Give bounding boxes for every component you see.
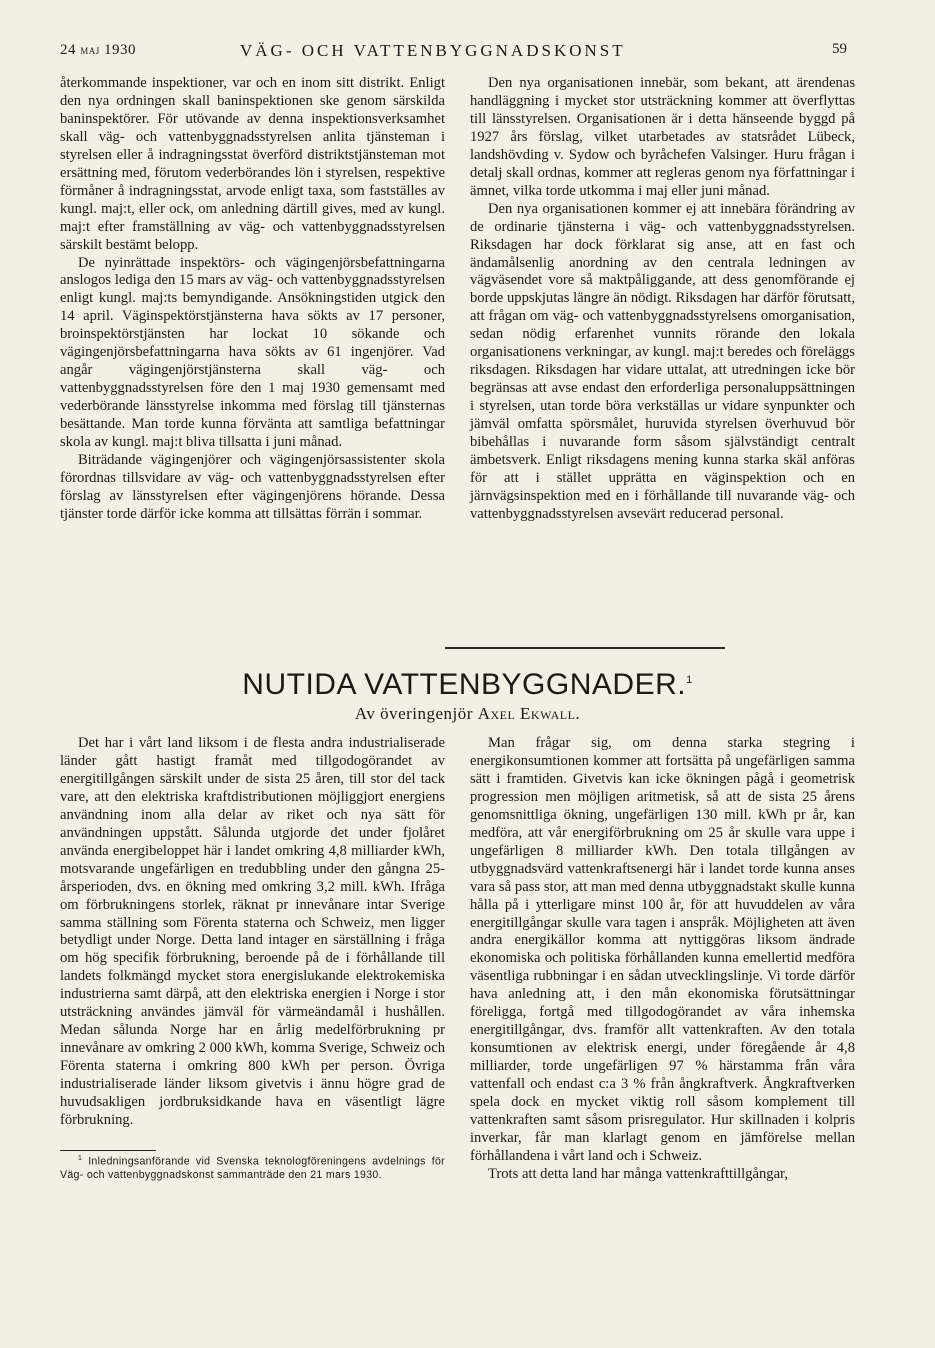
paragraph: Den nya organisationen kommer ej att innebära förändring av de ordinarie tjänsterna i väg- och vattenbyggnadsstyrelsen. Riksdagen har dock förklarat sig anse, att en fast och ändamålsenlig anordning av den centrala ledningen av vägväsendet vore så maktpåliggande, att dess genomförande ej borde uppskjutas längre än nödigt. Riksdagen har därför förutsatt, att frågan om väg- och vattenbyggnadsstyrelsens omorganisation, sedan nödig erfarenhet vunnits rörande den lokala organisationens verkningar, av kungl. maj:t beredes och föreläggs riksdagen. Riksdagen har vidare uttalat, att utredningen icke bör begränsas att avse endast den erforderliga personaluppsättningen i styrelsen, utan torde böra verkställas ur vidare synpunkter och jämväl omfatta spörsmålet, huruvida styrelsen överhuvud bör bibehållas i nuvarande form såsom självständigt centralt ämbetsverk. Enligt riksdagens mening kunna starka skäl anföras för att i stället upprätta en väginspektion och en järnvägsinspektion med en i förhållande till nuvarande väg- och vattenbyggnadsstyrelsen avsevärt reducerad personal.: [470, 200, 855, 522]
page-date: [60, 42, 136, 59]
article-title-text: NUTIDA VATTENBYGGNADER.: [242, 668, 687, 701]
footnote: [60, 1152, 445, 1182]
top-left-column: [60, 75, 445, 524]
paragraph: Biträdande vägingenjörer och vägingenjörsassistenter skola förordnas tillsvidare av väg- och vattenbyggnadsstyrelsen efter förslag av länsstyrelsen efter vägingenjörens hörande. Dessa tjänster torde därför icke komma att tillsättas förrän i sommar.: [60, 452, 445, 522]
journal-title: VÄG- OCH VATTENBYGGNADSKONST: [240, 41, 626, 60]
title-footnote-mark: 1: [686, 674, 693, 686]
date-day: 24: [60, 42, 76, 58]
paragraph: återkommande inspektioner, var och en inom sitt distrikt. Enligt den nya ordningen skall baninspektionen ske genom särskilda baninspektörer. För utövande av denna inspektionsverksamhet skall väg- och vattenbyggnadsstyrelsen anlita tjänsteman i styrelsen eller å indragningsstat överförd distriktstjänsteman mot ersättning med, förutom vederbörandes lön i styrelsen, respektive förmåner å indragningsstat, arvode enligt taxa, som fastställes av kungl. maj:t, eller ock, om anledning därtill gives, med av kungl. maj:t efter framställning av väg- och vattenbyggnadsstyrelsen särskilt bestämt belopp.: [60, 75, 445, 253]
paragraph: Den nya organisationen innebär, som bekant, att ärendenas handläggning i mycket stor utsträckning kommer att överflyttas till länsstyrelsen. Organisationen är i detta hänseende byggd på 1927 års förslag, vilket utarbetades av statsrådet Lübeck, landshövding v. Sydow och byråchefen Valsinger. Huru frågan i detalj skall ordnas, kommer att regleras genom nya författningar i ämnet, vilka torde utkomma i maj eller juni månad.: [470, 75, 855, 199]
footnote-mark: 1: [78, 1155, 83, 1162]
article-right-column: [470, 735, 855, 1184]
byline-prefix: Av överingenjör: [354, 704, 473, 723]
article-byline: [0, 704, 935, 724]
date-month: maj: [80, 42, 100, 57]
section-divider: [445, 647, 725, 649]
paragraph: Det har i vårt land liksom i de flesta andra industrialiserade länder gått hastigt framåt med tillgodogörandet av energitillgången särskilt under de sista 25 åren, till stor del tack vare, att den elektriska kraftdistributionen möjliggjort energiens användning inom alla delar av riket och nya sätt för användningen uppstått. Sålunda utgjorde det under fjolåret använda energibeloppet här i landet omkring 4,8 milliarder kWh, motsvarande ungefärligen en tredubbling under den gångna 25-årsperioden, dvs. en ökning med omkring 3,2 mill. kWh. Ifråga om förbrukningens storlek, räknat pr innevånare intar Sverige samma ställning som Förenta staterna och Schweiz, men ligger betydligt under Norge. Detta land intager en särställning i fråga om hög specifik förbrukning, beroende på de i förhållande till landets folkmängd mycket stora energislukande elektrokemiska industrierna samt därpå, att den elektriska energien i Norge i stor utsträckning användes jämväl för värmeändamål i hushållen. Medan sålunda Norge har en årlig medelförbrukning pr innevånare av omkring 2 000 kWh, komma Sverige, Schweiz och Förenta staterna i omkring 800 kWh per person. Övriga industrialiserade länder liksom givetvis i ännu högre grad de huvudsakligen jordbruksidkande hava en väsentligt lägre förbrukning.: [60, 735, 445, 1129]
date-year: 1930: [104, 42, 137, 58]
paragraph: Man frågar sig, om denna starka stegring i energikonsumtionen kommer att fortsätta på ungefärligen samma sätt i framtiden. Givetvis kan icke ökningen pågå i geometrisk progression men möjligen aritmetisk, så att de sista 25 årens genomsnittliga ökning, ungefärligen 130 mill. kWh pr år, kan medföra, att vår energiförbrukning om 25 år skulle vara uppe i ungefärligen 8 milliarder kWh. Den totala tillgången av utbyggnadsvärd vattenkraftsenergi här i landet torde kunna anses vara så pass stor, att man med denna utbyggnadstakt skulle kunna hålla på i ytterligare minst 100 år, för att huvuddelen av våra energitillgångar skulle vara tagen i anspråk. Möjligheten att även andra energikällor komma att nyttiggöras liksom ändrade ekonomiska och politiska förhållanden kunna emellertid medföra väsentliga rubbningar i en sådan utvecklingslinje. Vi torde därför hava anledning att, i den mån ekonomiska förutsättningar föreligga, fortgå med tillgodogörandet av våra inhemska energitillgångar, dvs. framför allt vattenkraften. Av den totala konsumtionen av elektrisk energi, under föregående år 4,8 milliarder, torde ungefärligen 97 % härstamma från våra vattenfall och endast c:a 3 % från ångkraftverk. Ångkraftverken spela dock en mycket viktig roll såsom komplement till vattenkraften samt såsom prisregulator. Hur skillnaden i kolpris inverkar, får man klarlagt genom en jämförelse mellan förhållandena i vårt land och i Schweiz.: [470, 735, 855, 1164]
footnote-divider: [60, 1150, 156, 1151]
paragraph: De nyinrättade inspektörs- och vägingenjörsbefattningarna anslogos lediga den 15 mars av väg- och vattenbyggnadsstyrelsen enligt kungl. maj:ts bemyndigande. Ansökningstiden utgick den 14 april. Väginspektörstjänsterna hava sökts av 17 personer, broinspektörstjänsten har lockat 10 sökande och vägingenjörsbefattningarna hava sökts av 61 ingenjörer. Vad angår vägingenjörstjänsterna skall väg- och vattenbyggnadsstyrelsen före den 1 maj 1930 gemensamt med vederbörande länsstyrelse inkomma med förslag till tjänsternas besättande. Man torde kunna förvänta att samtliga befattningar skola av kungl. maj:t bliva tillsatta i juni månad.: [60, 254, 445, 451]
byline-author: Axel Ekwall.: [477, 704, 581, 723]
footnote-text: Inledningsanförande vid Svenska teknologföreningens avdelnings för Väg- och vattenbyggnadskonst sammanträde den 21 mars 1930.: [60, 1155, 445, 1181]
paragraph: Trots att detta land har många vattenkrafttillgångar,: [488, 1165, 788, 1182]
top-right-column: [470, 75, 855, 524]
article-left-column: [60, 735, 445, 1130]
article-title: [0, 668, 935, 702]
page-number: 59: [832, 41, 847, 57]
